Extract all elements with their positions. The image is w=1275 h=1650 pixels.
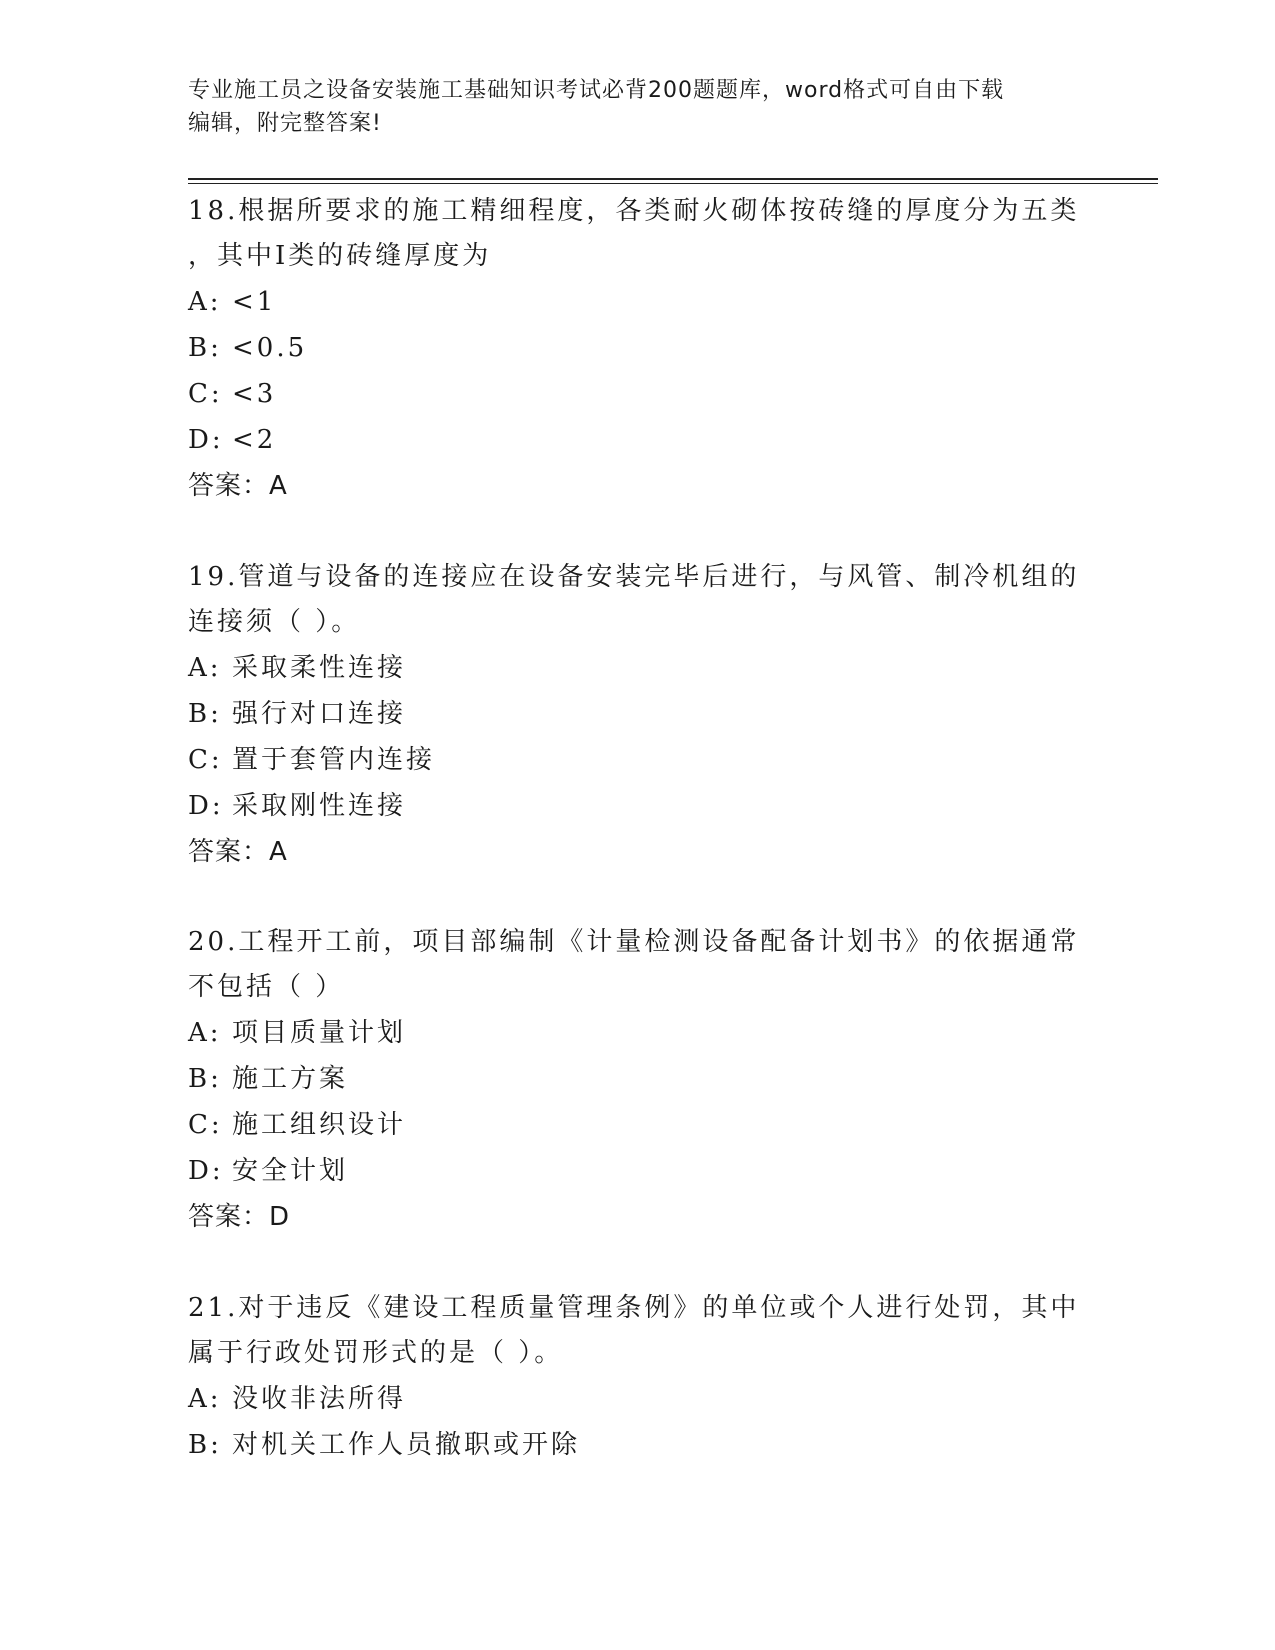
option-d <box>188 1148 1088 1194</box>
option-a <box>188 645 1088 691</box>
option-a <box>188 1010 1088 1056</box>
question-stem-line-1: 20.工程开工前，项目部编制《计量检测设备配备计划书》的依据通常 <box>188 927 1080 957</box>
option-label: A: <box>188 287 222 317</box>
option-text: 对机关工作人员撤职或开除 <box>232 1430 581 1460</box>
option-c <box>188 371 1088 417</box>
question-19 <box>188 555 1088 875</box>
option-text: <2 <box>232 425 277 455</box>
option-a <box>188 1376 1088 1422</box>
answer: 答案：D <box>188 1202 291 1232</box>
question-21 <box>188 1286 1088 1468</box>
option-label: D: <box>188 791 224 821</box>
question-stem-line-1: 18.根据所要求的施工精细程度，各类耐火砌体按砖缝的厚度分为五类 <box>188 196 1080 226</box>
option-text: <0.5 <box>232 333 308 363</box>
option-label: A: <box>188 653 222 683</box>
header-divider-thick <box>188 178 1158 180</box>
question-stem <box>188 555 1088 645</box>
option-label: D: <box>188 1156 224 1186</box>
option-label: C: <box>188 745 223 775</box>
answer: 答案：A <box>188 471 288 501</box>
option-text: 施工方案 <box>232 1064 349 1094</box>
option-text: 施工组织设计 <box>232 1110 407 1140</box>
option-a <box>188 279 1088 325</box>
option-b <box>188 691 1088 737</box>
option-b <box>188 325 1088 371</box>
question-stem-line-2: 属于行政处罚形式的是（ ）。 <box>188 1338 564 1368</box>
option-text: <1 <box>232 287 277 317</box>
option-text: <3 <box>232 379 277 409</box>
question-stem-line-2: 连接须（ ）。 <box>188 607 361 637</box>
option-text: 项目质量计划 <box>232 1018 407 1048</box>
option-b <box>188 1422 1088 1468</box>
question-stem-line-1: 21.对于违反《建设工程质量管理条例》的单位或个人进行处罚，其中 <box>188 1293 1080 1323</box>
option-label: D: <box>188 425 224 455</box>
option-label: B: <box>188 699 222 729</box>
question-20 <box>188 920 1088 1240</box>
header-divider-thin <box>188 183 1158 184</box>
option-label: B: <box>188 1064 222 1094</box>
option-c <box>188 1102 1088 1148</box>
option-label: B: <box>188 1430 222 1460</box>
option-text: 采取刚性连接 <box>232 791 407 821</box>
question-stem <box>188 189 1088 279</box>
option-label: C: <box>188 379 223 409</box>
option-text: 安全计划 <box>232 1156 349 1186</box>
option-text: 没收非法所得 <box>232 1384 407 1414</box>
question-stem-line-2: ，其中Ⅰ类的砖缝厚度为 <box>188 241 492 271</box>
question-18 <box>188 189 1088 509</box>
question-stem-line-1: 19.管道与设备的连接应在设备安装完毕后进行，与风管、制冷机组的 <box>188 562 1080 592</box>
option-b <box>188 1056 1088 1102</box>
question-stem-line-2: 不包括（ ） <box>188 972 345 1002</box>
answer: 答案：A <box>188 837 288 867</box>
document-header <box>188 74 1088 140</box>
question-stem <box>188 920 1088 1010</box>
option-text: 强行对口连接 <box>232 699 407 729</box>
option-label: A: <box>188 1384 222 1414</box>
option-d <box>188 783 1088 829</box>
option-d <box>188 417 1088 463</box>
option-text: 采取柔性连接 <box>232 653 407 683</box>
option-label: B: <box>188 333 222 363</box>
option-text: 置于套管内连接 <box>232 745 436 775</box>
option-label: A: <box>188 1018 222 1048</box>
header-line-2: 编辑，附完整答案! <box>188 111 382 136</box>
option-c <box>188 737 1088 783</box>
question-stem <box>188 1286 1088 1376</box>
header-line-1: 专业施工员之设备安装施工基础知识考试必背200题题库，word格式可自由下载 <box>188 78 1005 103</box>
option-label: C: <box>188 1110 223 1140</box>
